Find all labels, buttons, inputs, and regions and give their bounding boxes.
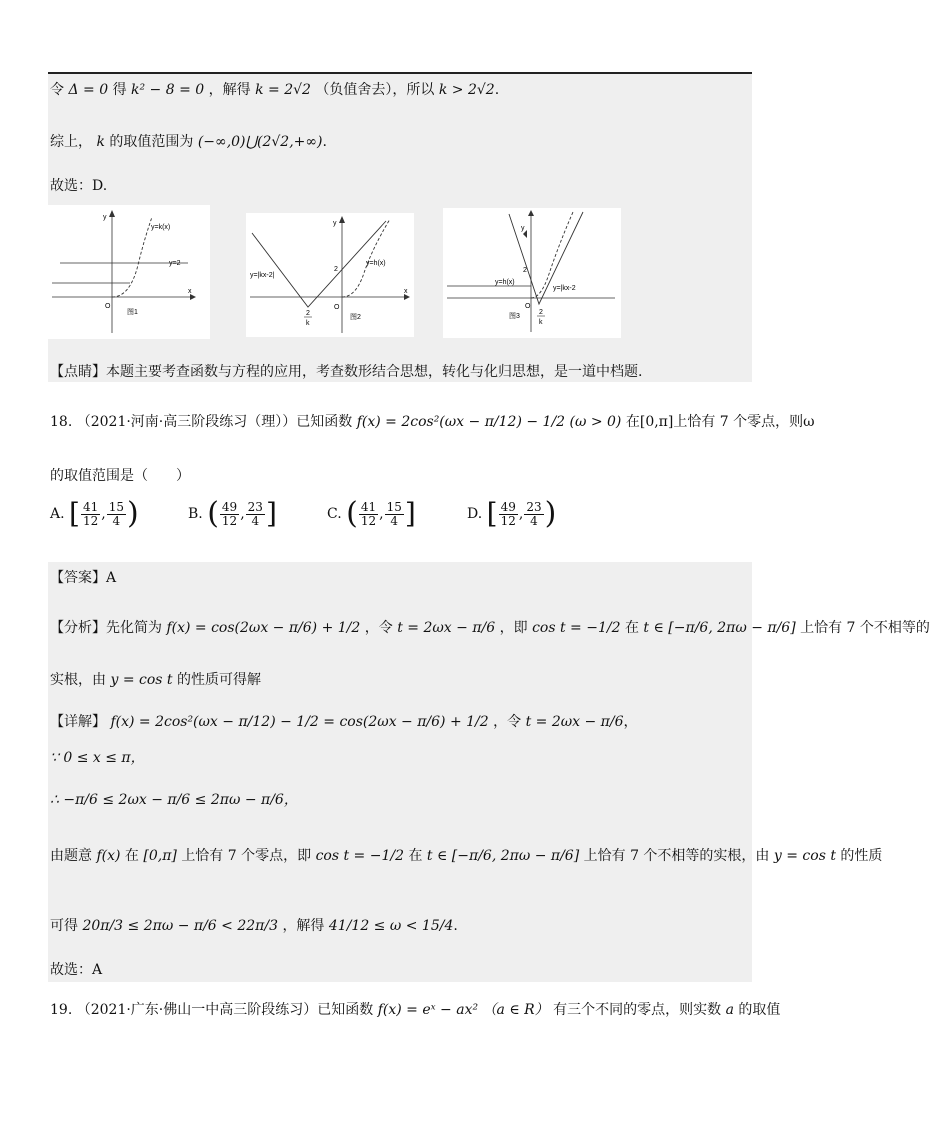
math-function: y = cos t <box>773 848 836 864</box>
math-variable: a <box>725 1002 734 1018</box>
text: 上恰有 7 个不相等的实根，由 <box>583 848 770 864</box>
q18-stem-line2: 的取值范围是（ ） <box>50 468 190 484</box>
text: ，解得 <box>208 82 251 98</box>
q18-analysis-line2 <box>50 670 750 690</box>
option-label: C. <box>327 506 342 522</box>
axis-x-label: x <box>188 288 192 295</box>
math-function: f(x) = 2cos²(ωx − π/12) − 1/2 = cos(2ωx − π/6) + 1/2 <box>110 714 489 730</box>
y-axis-arrow <box>109 210 115 217</box>
curve-label: y=k(x) <box>151 224 171 231</box>
math-function: f(x) = cos(2ωx − π/6) + 1/2 <box>166 620 361 636</box>
math-interval: t ∈ [−π/6, 2πω − π/6] <box>643 620 796 636</box>
figure-1 <box>48 205 210 339</box>
bracket-right: ] <box>265 497 277 530</box>
y-axis-arrow <box>339 216 345 223</box>
option-d: D. [ $\frac{49}{12}$ , $\frac{23}{4}$ ) <box>467 496 557 531</box>
math-cos-equation: cos t = −1/2 <box>532 620 621 636</box>
tick-x-num: 2 <box>306 310 310 317</box>
tick-x-den: k <box>306 320 310 327</box>
axis-x-label: x <box>404 288 408 295</box>
question-source: （2021·广东·佛山一中高三阶段练习）已知函数 <box>76 1002 374 1018</box>
origin-label: O <box>525 303 531 310</box>
math-interval: [0,π] <box>143 848 177 864</box>
option-a: A. [ $\frac{41}{12}$ , $\frac{15}{4}$ ) <box>50 496 139 531</box>
text: ， <box>623 714 638 730</box>
q19-stem <box>50 1000 781 1020</box>
math-equation: k² − 8 = 0 <box>131 82 205 98</box>
denominator: 4 <box>530 513 538 528</box>
figure-caption: 图2 <box>350 314 361 321</box>
q18-step4 <box>50 916 750 936</box>
text: 有三个不同的零点，则实数 <box>553 1002 722 1018</box>
denominator: 4 <box>251 513 260 528</box>
q18-analysis-line1 <box>50 618 930 638</box>
origin-label: O <box>334 304 340 311</box>
bracket-left: [ <box>69 497 80 530</box>
figure-caption: 图1 <box>127 309 138 316</box>
text: 上恰有 7 个零点，即 <box>181 848 312 864</box>
curve-label: y=h(x) <box>366 260 386 267</box>
fraction <box>81 501 100 528</box>
denominator: 4 <box>112 513 121 528</box>
text: 在[0,π]上恰有 7 个零点，则ω <box>625 414 815 430</box>
text: 的取值 <box>738 1002 781 1018</box>
denominator: 12 <box>221 513 238 528</box>
math-cos-equation: cos t = −1/2 <box>315 848 405 864</box>
denominator: 12 <box>82 513 99 528</box>
text: 可得 <box>50 918 78 934</box>
text: . <box>453 918 458 934</box>
math-function: f(x) = eˣ − ax² <box>377 1002 479 1018</box>
question-number: 19. <box>50 1002 73 1018</box>
q18-choice: 故选：A <box>50 962 103 978</box>
line-label: y=|kx-2| <box>250 272 275 279</box>
math-delta: Δ = 0 <box>68 82 109 98</box>
math-interval: t ∈ [−π/6, 2πω − π/6] <box>426 848 580 864</box>
tick-y-label: 2 <box>523 267 527 274</box>
text: 【分析】先化简为 <box>50 620 162 636</box>
figure-3 <box>443 208 621 338</box>
text: 上恰有 7 个不相等的 <box>800 620 930 636</box>
numerator: 23 <box>247 499 263 514</box>
tick-x-num: 2 <box>539 309 543 316</box>
math-domain: （a ∈ R） <box>482 1002 549 1018</box>
text: 综上， <box>50 134 92 150</box>
option-c: C. ( $\frac{41}{12}$ , $\frac{15}{4}$ ] <box>327 496 416 531</box>
option-label: A. <box>50 506 65 522</box>
q18-answer: 【答案】A <box>50 570 117 586</box>
math-k: k <box>96 134 105 150</box>
axis-y-label: y <box>521 225 525 232</box>
text: 在 <box>408 848 423 864</box>
line-label: y=|kx-2 <box>553 285 576 292</box>
math-range: (−∞,0)⋃(2√2,+∞) <box>197 134 323 150</box>
math-substitution: t = 2ωx − π/6 <box>525 714 624 730</box>
axis-y-label: y <box>333 220 337 227</box>
text: 令 <box>50 82 64 98</box>
solution17-choice: 故选：D. <box>50 178 108 194</box>
math-function: f(x) <box>96 848 121 864</box>
math-inequality: k > 2√2 <box>438 82 495 98</box>
option-b: B. ( $\frac{49}{12}$ , $\frac{23}{4}$ ] <box>188 496 277 531</box>
text: 的性质 <box>840 848 883 864</box>
text: 在 <box>624 620 639 636</box>
bracket-right: ) <box>544 496 557 531</box>
option-label: B. <box>188 506 203 522</box>
text: ，即 <box>499 620 528 636</box>
fraction <box>246 501 265 528</box>
text: ，解得 <box>282 918 325 934</box>
text: 【详解】 <box>50 714 106 730</box>
fraction <box>499 501 518 528</box>
q18-step2: ∴ −π/6 ≤ 2ωx − π/6 ≤ 2πω − π/6， <box>50 792 298 808</box>
bracket-left: ( <box>346 496 358 531</box>
numerator: 15 <box>386 499 402 514</box>
fraction <box>220 501 239 528</box>
math-k-value: k = 2√2 <box>255 82 311 98</box>
fraction <box>524 501 543 528</box>
denominator: 12 <box>360 513 377 528</box>
solution17-line2 <box>50 132 750 152</box>
tick-x-den: k <box>539 319 543 326</box>
bracket-left: ( <box>207 496 219 531</box>
fraction <box>385 501 404 528</box>
bracket-left: [ <box>486 497 498 530</box>
text: 的取值范围为 <box>109 134 194 150</box>
origin-label: O <box>105 303 111 310</box>
text: 实根，由 <box>50 672 106 688</box>
numerator: 15 <box>108 499 124 514</box>
math-inequality: 20π/3 ≤ 2πω − π/6 < 22π/3 <box>82 918 278 934</box>
text: （负值舍去），所以 <box>315 82 435 98</box>
bracket-right: ] <box>404 497 416 530</box>
math-function: y = cos t <box>110 672 173 688</box>
math-substitution: t = 2ωx − π/6 <box>397 620 496 636</box>
text: 得 <box>112 82 127 98</box>
numerator: 49 <box>221 499 238 514</box>
line-label: y=2 <box>169 260 181 267</box>
text: 的性质可得解 <box>176 672 261 688</box>
fraction <box>107 501 126 528</box>
numerator: 49 <box>500 499 516 514</box>
text: 由题意 <box>50 848 92 864</box>
axis-y-label: y <box>103 214 107 221</box>
option-label: D. <box>467 506 483 522</box>
fraction <box>359 501 378 528</box>
tick-y-label: 2 <box>334 266 338 273</box>
bracket-right: ) <box>126 496 139 531</box>
solution17-line1 <box>50 80 750 100</box>
denominator: 12 <box>500 513 516 528</box>
text: 在 <box>124 848 139 864</box>
y-axis-arrow <box>528 210 534 216</box>
figure-caption: 图3 <box>509 313 520 320</box>
text: ，令 <box>364 620 393 636</box>
curve-k <box>112 217 152 297</box>
text: ，令 <box>493 714 522 730</box>
math-result: 41/12 ≤ ω < 15/4 <box>328 918 454 934</box>
figure-2 <box>246 213 414 337</box>
q18-detail-line1 <box>50 712 750 732</box>
denominator: 4 <box>390 513 399 528</box>
solution17-comment: 【点睛】本题主要考查函数与方程的应用，考查数形结合思想，转化与化归思想，是一道中档题. <box>50 364 643 380</box>
text: . <box>322 134 327 150</box>
q18-stem-line1 <box>50 412 815 432</box>
numerator: 41 <box>82 499 99 514</box>
numerator: 41 <box>360 499 377 514</box>
question-source: （2021·河南·高三阶段练习（理））已知函数 <box>76 414 353 430</box>
q18-step1: ∵ 0 ≤ x ≤ π， <box>50 750 145 766</box>
curve-h <box>342 219 390 297</box>
math-function: f(x) = 2cos²(ωx − π/12) − 1/2 (ω > 0) <box>356 414 622 430</box>
curve-label: y=h(x) <box>495 279 515 286</box>
numerator: 23 <box>526 499 542 514</box>
text: . <box>494 82 500 98</box>
question-number: 18. <box>50 414 73 430</box>
q18-step3 <box>50 846 883 866</box>
